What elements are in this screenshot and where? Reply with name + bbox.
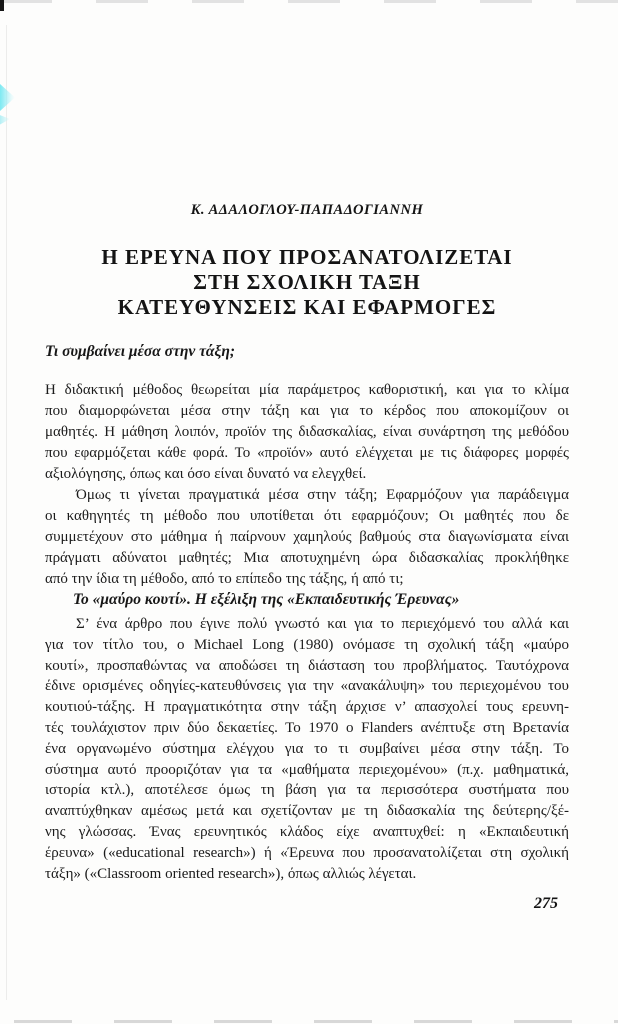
text-line: σύστημα αυτό προοριζόταν για τα «μαθήματα περιεχομένου» (π.χ. μαθηματικά, xyxy=(45,761,569,778)
paragraph xyxy=(45,485,569,590)
page-number: 275 xyxy=(534,895,558,912)
text-line: ένα οργανωμένο σύστημα ελέγχου για το τι συμβαίνει μέσα στην τάξη. Το xyxy=(45,740,569,757)
text-line: πράγματι αδύνατοι μαθητές; Μια αποτυχημένη ώρα διδασκαλίας προκλήθηκε xyxy=(45,550,569,566)
title-line-3: ΚΑΤΕΥΘΥΝΣΕΙΣ ΚΑΙ ΕΦΑΡΜΟΓΕΣ xyxy=(117,295,497,319)
text-line: συμμετέχουν στο μάθημα ή παίρνουν χαμηλούς βαθμούς στα διαγωνίσματα είναι xyxy=(45,529,569,545)
text-line: μαθητές. Η μάθηση λοιπόν, προϊόν της διδασκαλίας, είναι συνάρτηση της μεθόδου xyxy=(45,424,569,440)
text-line: για τον τίτλο του, ο Michael Long (1980) ονόμασε τη σχολική τάξη «μαύρο xyxy=(45,636,569,653)
text-line: Σ’ ένα άρθρο που έγινε πολύ γνωστό και για το περιεχόμενό του αλλά και xyxy=(76,616,569,632)
text-line: νης γλώσσας. Ένας ερευνητικός κλάδος είχε αναπτυχθεί: η «Εκπαιδευτική xyxy=(45,823,569,840)
author-line: Κ. ΑΔΑΛΟΓΛΟΥ-ΠΑΠΑΔΟΓΙΑΝΝΗ xyxy=(190,202,424,218)
text-line: ιστορία κτλ.), αποτέλεσε όμως τη βάση για τα περισσότερα συστήματα που xyxy=(45,782,569,799)
text-line: κουτί», προσπαθώντας να αποδώσει τη διάσταση του προβλήματος. Ταυτόχρονα xyxy=(45,657,569,674)
text-line: έρευνα» («educational research») ή «Έρευνα που προσανατολίζεται στη σχολική xyxy=(45,844,569,861)
text-line: που εφαρμόζεται κάθε φορά. Το «προϊόν» αυτό ελέγχεται με τις διάφορες μορφές xyxy=(45,445,569,461)
paragraph xyxy=(45,614,569,884)
text-line: Η διδακτική μέθοδος θεωρείται μία παράμετρος καθοριστική, και για το κλίμα xyxy=(45,382,569,398)
text-line: κουτιού-τάξης. Η πραγματικότητα στην τάξη άρχισε ν’ απασχολεί τους ερευνη- xyxy=(45,699,569,716)
title-line-2: ΣΤΗ ΣΧΟΛΙΚΗ ΤΑΞΗ xyxy=(193,270,421,294)
text-line: που διαμορφώνεται μέσα στην τάξη και για το κέρδος που αποκομίζουν οι xyxy=(45,403,569,419)
title-line-1: Η ΕΡΕΥΝΑ ΠΟΥ ΠΡΟΣΑΝΑΤΟΛΙΖΕΤΑΙ xyxy=(101,245,513,269)
text-line: έδινε ορισμένες οδηγίες-κατευθύνσεις για την «ανακάλυψη» του περιεχομένου του xyxy=(45,678,569,695)
paragraph xyxy=(45,380,569,485)
text-line: από την ίδια τη μέθοδο, από το επίπεδο της τάξης, ή από τι; xyxy=(45,571,404,587)
section-heading: Τι συμβαίνει μέσα στην τάξη; xyxy=(45,343,236,360)
text-line: Όμως τι γίνεται πραγματικά μέσα στην τάξη; Εφαρμόζουν για παράδειγμα xyxy=(76,487,569,503)
text-line: αναπτύχθηκαν αμέσως μετά και σχετίζονταν με τη διδασκαλία της δεύτερης/ξέ- xyxy=(45,803,569,820)
section-heading: Το «μαύρο κουτί». Η εξέλιξη της «Εκπαιδευτικής Έρευνας» xyxy=(73,591,460,608)
text-line: αξιολόγησης, όπως και όσο είναι δυνατό να ελεγχθεί. xyxy=(45,466,367,482)
text-line: οι καθηγητές τη μέθοδο που υποτίθεται ότι εφαρμόζουν; Οι μαθητές που δε xyxy=(45,508,569,524)
text-line: τές τουλάχιστον πριν δύο δεκαετίες. Το 1970 ο Flanders ανέπτυξε στη Βρετανία xyxy=(45,719,569,736)
text-line: τάξη» («Classroom oriented research»), όπως αλλιώς λέγεται. xyxy=(45,865,417,882)
